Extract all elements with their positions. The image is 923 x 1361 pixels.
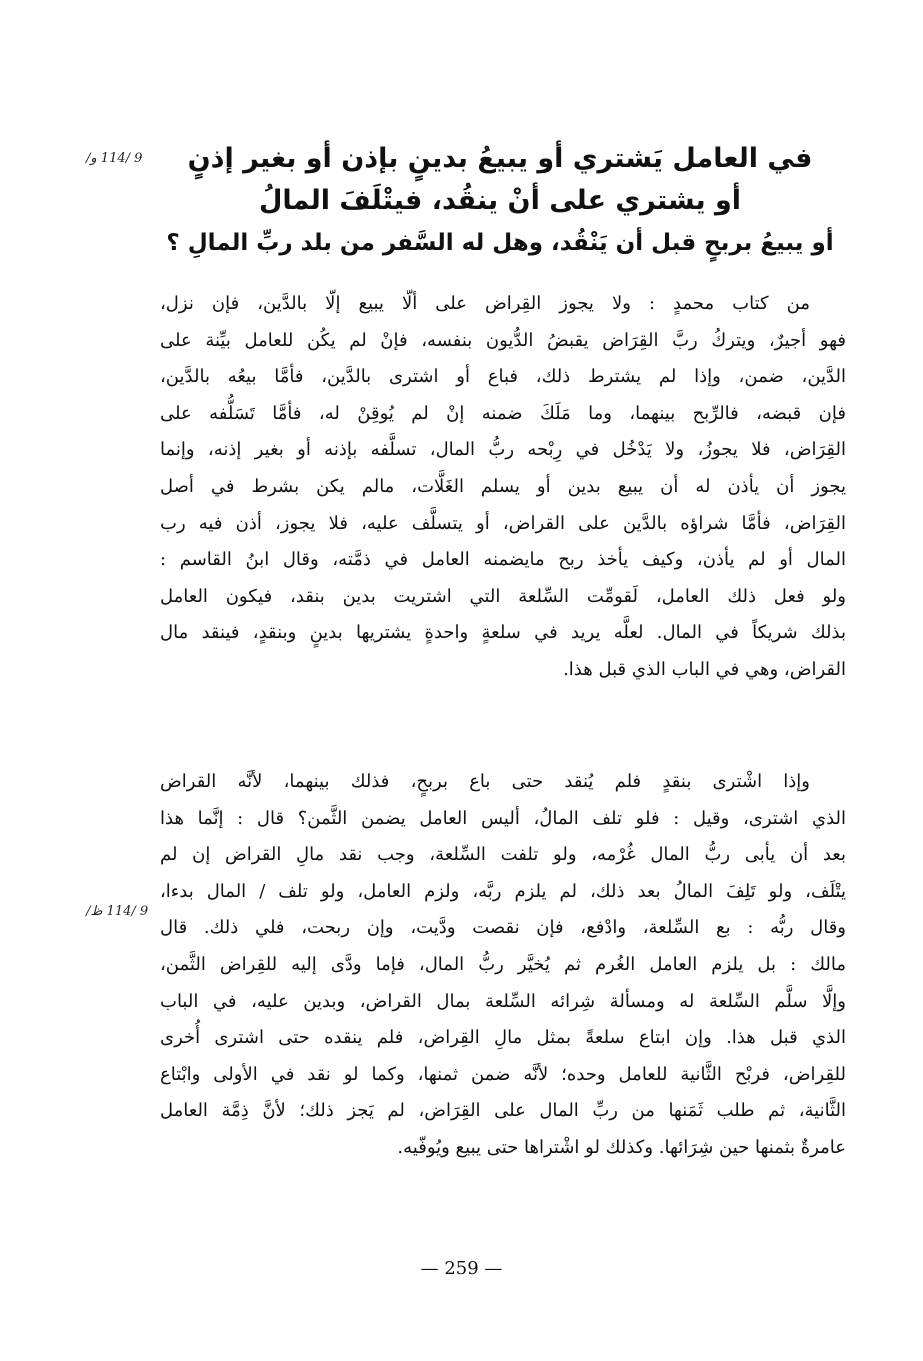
text-line: الدَّين، ضمن، وإذا لم يشترط ذلك، فباع أو اشترى بالدَّين، فأمَّا بيعُه بالدَّين، (160, 366, 846, 388)
text-line: فهو أجيرٌ، ويتركُ ربَّ القِرَاض يقبضُ الدُّيون بنفسه، فإنْ لم يكُن للعامل بيِّنة على (160, 329, 846, 351)
text-line: يتْلَف، ولو تَلِفَ المالُ بعد ذلك، لم يلزم ربَّه، ولزم العامل، ولو تلف / المال بدءا، (160, 880, 846, 902)
text-line: من كتاب محمدٍ : ولا يجوز القِراض على ألّا يبيع إلّا بالدَّين، فإن نزل، (160, 293, 810, 314)
text-line: مالك : بل يلزم العامل الغُرم ثم يُخيَّر ربُّ المال، فإما ودَّى إليه للقِراض الثَّمن، (160, 953, 846, 975)
heading-line: أو يبيعُ بربحٍ قبل أن يَنْقُد، وهل له السَّفر من بلد ربِّ المالِ ؟ (166, 230, 834, 256)
paragraph-1 (160, 286, 846, 689)
text-line: وقال ربُّه : بع السِّلعة، وادْفع، فإن نقصت ودَّيت، وإن ربحت، فلي ذلك. قال (160, 917, 846, 939)
text-line: المال أو لم يأذن، وكيف يأخذ ربح مايضمنه العامل في ذمَّته، وقال ابنُ القاسم : (160, 549, 846, 571)
text-line: للقِراض، فربْح الثَّانية للعامل وحده؛ لأنَّه ضمن ثمنها، وكما لو نقد في الأولى وابْتاع (160, 1063, 846, 1085)
text-line: الذي قبل هذا. وإن ابتاع سلعةً بمثل مالِ القِراض، فلم ينقده حتى اشترى أُخرى (160, 1027, 846, 1049)
margin-folio-note-middle: 9 /114 ظ/ (86, 904, 149, 919)
text-line: وإذا اشْترى بنقدٍ فلم يُنقد حتى باع بربحٍ، فذلك بينهما، لأنَّه القراض (160, 771, 810, 792)
text-line: القِرَاض، فأمَّا شراؤه بالدَّين على القراض، أو يتسلَّف عليه، فلا يجوز، أذن فيه رب (160, 512, 846, 534)
text-line: عامرةٌ بثمنها حين شِرَائها. وكذلك لو اشْتراها حتى يبيع ويُوفّيه. (397, 1136, 846, 1158)
text-line: وإلَّا سلَّم السِّلعة له ومسألة شِرائه السِّلعة بمال القراض، وبدين عليه، في الباب (160, 990, 846, 1012)
text-line: بذلك شريكاً في المال. لعلَّه يريد في سلعةٍ واحدةٍ يشتريها بدينٍ وبنقدٍ، فينقد مال (160, 622, 846, 644)
text-line: يجوز أن يأذن له أن يبيع بدين أو يسلم الغَلَّات، مالم يكن بشرط في أصل (160, 475, 846, 497)
text-line: ولو فعل ذلك العامل، لَقومِّت السِّلعة التي اشتريت بدين بنقد، فيكون العامل (160, 585, 846, 607)
text-line: فإن قبضه، فالرِّبح بينهما، وما مَلَكَ ضمنه إنْ لم يُوقِنْ له، فأمَّا تَسَلُّفه على (160, 402, 846, 424)
heading-line: أو يشتري على أنْ ينقُد، فيتْلَفَ المالُ (258, 185, 742, 216)
margin-folio-note-top: 9 /114 و/ (86, 151, 143, 166)
text-line: الذي اشترى، وقيل : فلو تلف المالُ، أليس العامل يضمن الثَّمن؟ قال : إنَّما هذا (160, 807, 846, 829)
paragraph-2 (160, 764, 846, 1167)
chapter-heading (160, 138, 840, 264)
page-number: — 259 — (420, 1258, 503, 1279)
heading-line: في العامل يَشتري أو يبيعُ بدينٍ بإذن أو بغير إذنٍ (187, 143, 813, 174)
text-line: القِرَاض، فلا يجوزُ، ولا يَدْخُل في رِبْحه ربُّ المال، تسلَّفه بإذنه أو بغير إذنه، وإنما (160, 439, 846, 461)
text-line: القراض، وهي في الباب الذي قبل هذا. (563, 658, 846, 680)
text-line: بعد أن يأبى ربُّ المال غُرْمه، ولو تلفت السِّلعة، وجب نقد مالِ القراض إن لم (160, 844, 846, 866)
text-line: الثَّانية، ثم طلب ثَمَنها من ربِّ المال على القِرَاض، لم يَجز ذلك؛ لأنَّ ذِمَّة العامل (160, 1100, 846, 1122)
